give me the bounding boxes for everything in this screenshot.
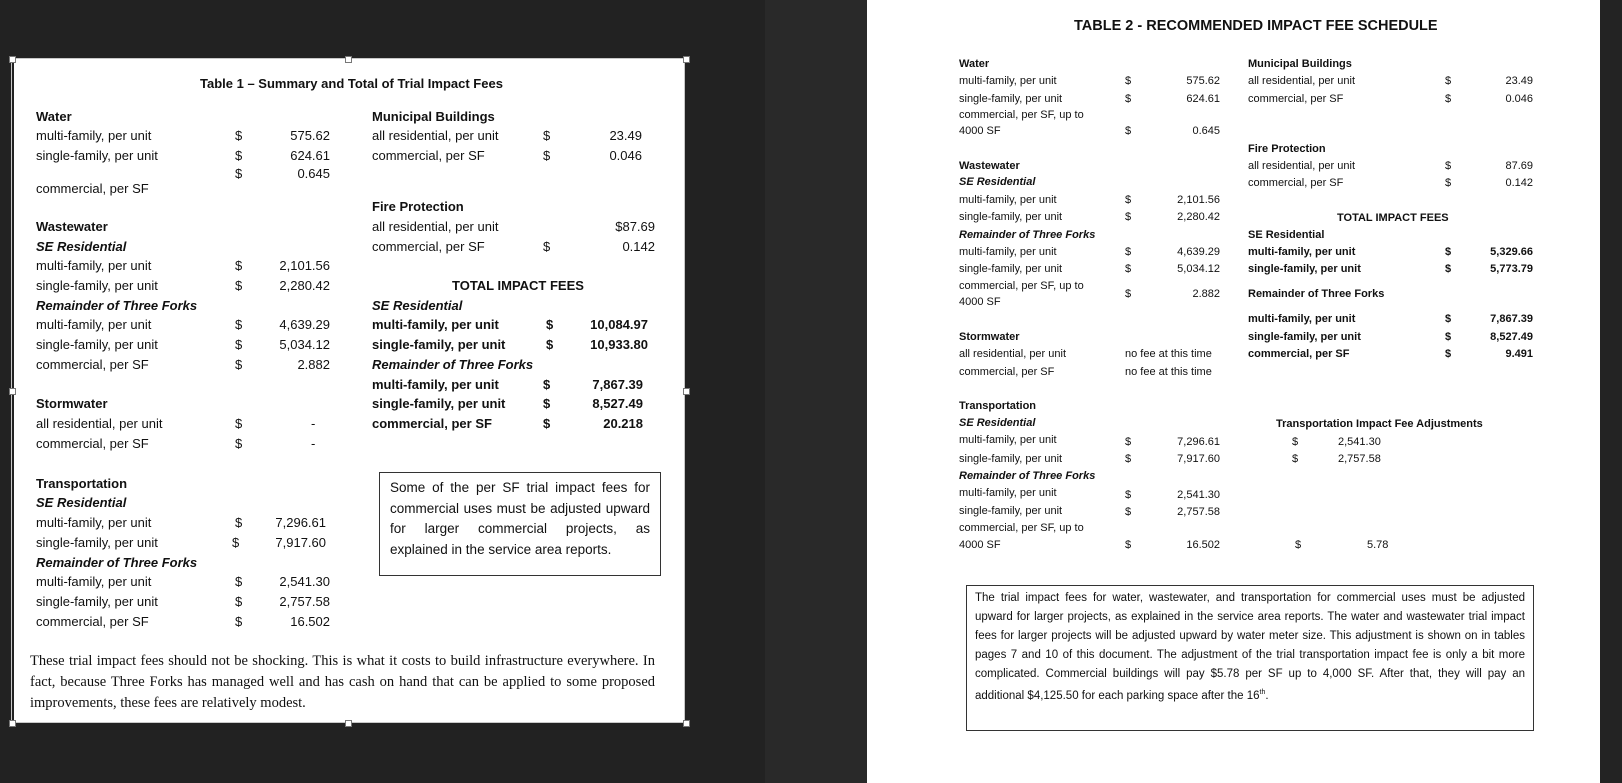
t1-total-row-label: multi-family, per unit <box>372 317 499 332</box>
t1-total-row-value: 10,933.80 <box>590 337 648 352</box>
t2-row-value: 87.69 <box>1505 160 1533 172</box>
t1-total-row-value: 7,867.39 <box>592 377 643 392</box>
resize-handle-left[interactable] <box>9 388 16 395</box>
t2-row-currency: $ <box>1445 75 1452 87</box>
t1-row-currency: $ <box>235 317 243 332</box>
t1-row-currency: $ <box>235 594 243 609</box>
t1-row-value: 23.49 <box>609 128 642 143</box>
t1-row-currency: $ <box>235 258 243 273</box>
t2-row-value: 4,639.29 <box>1177 246 1220 258</box>
t2-total-remainder: Remainder of Three Forks <box>1248 288 1385 300</box>
t2-row-currency: $ <box>1125 125 1132 137</box>
t2-row-label: commercial, per SF, up to <box>959 109 1084 121</box>
t2-row-value: 575.62 <box>1186 75 1220 87</box>
t1-row-currency: $ <box>235 515 243 530</box>
t2-row-label-cont: 4000 SF <box>959 539 1001 551</box>
t1-row-currency: $ <box>235 436 243 451</box>
t2-row-value: 624.61 <box>1186 93 1220 105</box>
t1-row-value: 7,917.60 <box>275 535 326 550</box>
t2-total-row-currency: $ <box>1445 348 1452 360</box>
t1-row-currency: $ <box>232 535 240 550</box>
t1-total-row-currency: $ <box>543 396 551 411</box>
resize-handle-top-left[interactable] <box>9 56 16 63</box>
t1-row-currency: $ <box>235 614 243 629</box>
t2-row-currency: $ <box>1125 506 1132 518</box>
t1-row-label: single-family, per unit <box>36 148 158 163</box>
t2-municipal-heading: Municipal Buildings <box>1248 58 1352 70</box>
t2-total-row-value: 7,867.39 <box>1490 313 1533 325</box>
t2-total-row-currency: $ <box>1445 313 1452 325</box>
table2-title: TABLE 2 - RECOMMENDED IMPACT FEE SCHEDULE <box>1074 18 1438 34</box>
t2-total-row-label: single-family, per unit <box>1248 331 1361 343</box>
t1-row-currency: $ <box>543 128 551 143</box>
t2-row-label: all residential, per unit <box>959 348 1067 360</box>
t2-total-heading: TOTAL IMPACT FEES <box>1337 212 1449 224</box>
t1-row-label: all residential, per unit <box>36 416 163 431</box>
t1-row-value: 0.645 <box>297 166 330 181</box>
t2-total-row-currency: $ <box>1445 246 1452 258</box>
t1-total-row-label: multi-family, per unit <box>372 377 499 392</box>
t2-adjust-value: 2,541.30 <box>1338 436 1381 448</box>
t2-row-label: commercial, per SF, up to <box>959 280 1084 292</box>
t2-row-label: commercial, per SF <box>959 366 1055 378</box>
t1-row-value: 0.046 <box>609 148 642 163</box>
t2-transportation-se: SE Residential <box>959 417 1036 429</box>
t1-row-label: multi-family, per unit <box>36 317 152 332</box>
t2-row-label: multi-family, per unit <box>959 487 1057 499</box>
t2-water-heading: Water <box>959 58 990 70</box>
t2-row-value: 2,101.56 <box>1177 194 1220 206</box>
t2-row-currency: $ <box>1125 489 1132 501</box>
t2-total-row-currency: $ <box>1445 263 1452 275</box>
table1-title: Table 1 – Summary and Total of Trial Impact Fees <box>200 76 503 91</box>
t1-row-label: all residential, per unit <box>372 219 499 234</box>
t1-municipal-heading: Municipal Buildings <box>372 109 495 124</box>
t2-total-row-label: multi-family, per unit <box>1248 246 1356 258</box>
t1-row-value: 16.502 <box>290 614 330 629</box>
t1-row-value: 2,541.30 <box>279 574 330 589</box>
t2-total-row-currency: $ <box>1445 331 1452 343</box>
t2-row-value: 0.046 <box>1505 93 1533 105</box>
t2-row-currency: $ <box>1445 93 1452 105</box>
t1-total-heading: TOTAL IMPACT FEES <box>452 278 584 293</box>
t2-row-label: all residential, per unit <box>1248 160 1356 172</box>
t1-row-label: commercial, per SF <box>36 436 149 451</box>
t2-adjust-currency: $ <box>1292 436 1299 448</box>
t1-row-currency: $ <box>235 574 243 589</box>
t2-row-label: multi-family, per unit <box>959 194 1057 206</box>
t2-row-value: 2,541.30 <box>1177 489 1220 501</box>
t1-row-value: 4,639.29 <box>279 317 330 332</box>
t2-total-row-value: 9.491 <box>1505 348 1533 360</box>
t2-row-currency: $ <box>1125 539 1132 551</box>
t2-wastewater-se: SE Residential <box>959 176 1036 188</box>
t2-row-currency: $ <box>1295 539 1302 551</box>
t1-row-currency: $ <box>543 239 551 254</box>
t2-row-label: commercial, per SF <box>1248 93 1344 105</box>
t1-row-value: 0.142 <box>622 239 655 254</box>
t2-note-text: The trial impact fees for water, wastewater, and transportation for commercial uses must be adjusted upward for larger projects, as explained in the service area reports. The water and wastewater trial impact fees for larger projects will be adjusted upward by water meter size. This adjustment is shown on in tables pages 7 and 10 of this document. The adjustment of the trial transportation impact fee is only a bit more complicated. Commercial buildings will pay $5.78 per SF up to 4,000 SF. After that, they will pay an additional $4,125.50 for each parking space after the 16 <box>975 592 1525 702</box>
resize-handle-right[interactable] <box>683 388 690 395</box>
t1-row-label: multi-family, per unit <box>36 258 152 273</box>
t2-row-label-cont: 4000 SF <box>959 296 1001 308</box>
t1-total-row-currency: $ <box>546 317 554 332</box>
t2-note-sup: th <box>1259 688 1266 696</box>
t2-total-row-label: commercial, per SF <box>1248 348 1350 360</box>
resize-handle-bottom-right[interactable] <box>683 720 690 727</box>
t2-total-row-label: single-family, per unit <box>1248 263 1361 275</box>
t2-row-label: single-family, per unit <box>959 453 1063 465</box>
workspace-gutter <box>765 0 867 783</box>
t2-row-value: 2.882 <box>1192 288 1220 300</box>
t1-row-currency: $ <box>235 416 243 431</box>
t1-row-currency: $ <box>235 166 243 181</box>
t1-transportation-remainder: Remainder of Three Forks <box>36 555 198 570</box>
t1-row-currency: $ <box>235 337 243 352</box>
t1-row-label: single-family, per unit <box>36 535 158 550</box>
t2-row-label: multi-family, per unit <box>959 246 1057 258</box>
t1-row-currency: $ <box>235 357 243 372</box>
t2-wastewater-remainder: Remainder of Three Forks <box>959 229 1096 241</box>
t2-row-label: multi-family, per unit <box>959 434 1057 446</box>
resize-handle-bottom-left[interactable] <box>9 720 16 727</box>
t2-row-currency: $ <box>1125 75 1132 87</box>
resize-handle-top[interactable] <box>345 56 352 63</box>
t2-row-value: 0.142 <box>1505 177 1533 189</box>
t1-row-label: multi-family, per unit <box>36 515 152 530</box>
t1-wastewater-remainder: Remainder of Three Forks <box>36 298 198 313</box>
t1-row-label: single-family, per unit <box>36 337 158 352</box>
t2-row-value: 5,034.12 <box>1177 263 1220 275</box>
t1-row-currency: $ <box>543 148 551 163</box>
t2-row-label: single-family, per unit <box>959 211 1063 223</box>
t2-note-end: . <box>1265 689 1269 702</box>
t1-row-currency: $ <box>235 148 243 163</box>
t2-total-row-value: 8,527.49 <box>1490 331 1533 343</box>
t1-total-row-label: single-family, per unit <box>372 337 506 352</box>
t2-adjust-heading: Transportation Impact Fee Adjustments <box>1276 418 1483 430</box>
t1-row-value: 7,296.61 <box>275 515 326 530</box>
t1-row-label: single-family, per unit <box>36 278 158 293</box>
t2-adjust-currency: $ <box>1292 453 1299 465</box>
resize-handle-bottom[interactable] <box>345 720 352 727</box>
t1-total-row-currency: $ <box>543 377 551 392</box>
t1-row-value: 2.882 <box>297 357 330 372</box>
t2-row-currency: $ <box>1445 160 1452 172</box>
t1-row-currency: $ <box>235 278 243 293</box>
t1-total-row-label: single-family, per unit <box>372 396 506 411</box>
t2-row-value: no fee at this time <box>1125 366 1212 378</box>
t1-fire-heading: Fire Protection <box>372 199 464 214</box>
t1-row-value: 575.62 <box>290 128 330 143</box>
t1-total-remainder: Remainder of Three Forks <box>372 357 534 372</box>
t1-row-value: 5,034.12 <box>279 337 330 352</box>
t2-row-currency: $ <box>1125 93 1132 105</box>
t1-note-box: Some of the per SF trial impact fees for commercial uses must be adjusted upward for larger commercial projects, as explained in the service area reports. <box>379 472 661 576</box>
t2-row-label: commercial, per SF <box>1248 177 1344 189</box>
t1-total-row-currency: $ <box>546 337 554 352</box>
t2-row-value: 23.49 <box>1505 75 1533 87</box>
t1-row-label: single-family, per unit <box>36 594 158 609</box>
t1-total-se: SE Residential <box>372 298 463 313</box>
t2-stormwater-heading: Stormwater <box>959 331 1020 343</box>
t1-wastewater-heading: Wastewater <box>36 219 108 234</box>
t1-row-label: commercial, per SF <box>372 148 485 163</box>
t1-row-label: commercial, per SF <box>36 357 149 372</box>
resize-handle-top-right[interactable] <box>683 56 690 63</box>
t2-row-value: 0.645 <box>1192 125 1220 137</box>
t2-note-box <box>966 585 1534 731</box>
t2-total-se: SE Residential <box>1248 229 1325 241</box>
t1-row-value: 2,280.42 <box>279 278 330 293</box>
t1-row-value: 2,101.56 <box>279 258 330 273</box>
t2-row-currency: $ <box>1125 453 1132 465</box>
t1-row-label: commercial, per SF <box>36 181 149 196</box>
t2-row-currency: $ <box>1125 436 1132 448</box>
t1-total-row-label: commercial, per SF <box>372 416 492 431</box>
t2-total-row-value: 5,773.79 <box>1490 263 1533 275</box>
t1-row-label: multi-family, per unit <box>36 574 152 589</box>
t2-row-label: single-family, per unit <box>959 505 1063 517</box>
workspace-right-edge <box>1600 0 1622 783</box>
t2-row-value: no fee at this time <box>1125 348 1212 360</box>
t2-row-value: 5.78 <box>1367 539 1389 551</box>
t2-total-row-value: 5,329.66 <box>1490 246 1533 258</box>
t2-row-currency: $ <box>1125 288 1132 300</box>
t1-total-row-value: 10,084.97 <box>590 317 648 332</box>
t2-row-value: 7,296.61 <box>1177 436 1220 448</box>
t2-adjust-value: 2,757.58 <box>1338 453 1381 465</box>
t2-transportation-remainder: Remainder of Three Forks <box>959 470 1096 482</box>
t2-row-value: 2,757.58 <box>1177 506 1220 518</box>
t1-total-row-value: 8,527.49 <box>592 396 643 411</box>
t2-row-currency: $ <box>1125 263 1132 275</box>
t1-row-label: commercial, per SF <box>36 614 149 629</box>
t2-row-currency: $ <box>1125 194 1132 206</box>
t1-row-value: - <box>311 416 316 431</box>
t2-row-value: 2,280.42 <box>1177 211 1220 223</box>
t2-row-currency: $ <box>1125 246 1132 258</box>
t2-row-label: single-family, per unit <box>959 263 1063 275</box>
t1-transportation-se: SE Residential <box>36 495 127 510</box>
t2-transportation-heading: Transportation <box>959 400 1037 412</box>
t2-row-label: commercial, per SF, up to <box>959 522 1084 534</box>
t2-row-currency: $ <box>1445 177 1452 189</box>
t2-wastewater-heading: Wastewater <box>959 160 1020 172</box>
t2-row-label: single-family, per unit <box>959 93 1063 105</box>
t2-row-label: multi-family, per unit <box>959 75 1057 87</box>
t2-row-value: 7,917.60 <box>1177 453 1220 465</box>
t1-row-value: 624.61 <box>290 148 330 163</box>
t1-total-row-currency: $ <box>543 416 551 431</box>
t2-fire-heading: Fire Protection <box>1248 143 1326 155</box>
t1-row-currency: $ <box>235 128 243 143</box>
t1-row-label: multi-family, per unit <box>36 128 152 143</box>
t2-total-row-label: multi-family, per unit <box>1248 313 1356 325</box>
t1-water-heading: Water <box>36 109 72 124</box>
t1-stormwater-heading: Stormwater <box>36 396 108 411</box>
t2-row-currency: $ <box>1125 211 1132 223</box>
t2-row-label: all residential, per unit <box>1248 75 1356 87</box>
t1-total-row-value: 20.218 <box>603 416 643 431</box>
t1-row-value: $87.69 <box>615 219 655 234</box>
t1-row-value: - <box>311 436 316 451</box>
t2-row-label-cont: 4000 SF <box>959 125 1001 137</box>
t1-row-label: all residential, per unit <box>372 128 499 143</box>
t1-paragraph: These trial impact fees should not be shocking. This is what it costs to build infrastructure everywhere. In fact, because Three Forks has managed well and has cash on hand that can be applied to some proposed improvements, these fees are relatively modest. <box>30 653 655 711</box>
t1-transportation-heading: Transportation <box>36 476 128 491</box>
t1-row-value: 2,757.58 <box>279 594 330 609</box>
t1-wastewater-se: SE Residential <box>36 239 127 254</box>
t2-row-value: 16.502 <box>1186 539 1220 551</box>
t1-row-label: commercial, per SF <box>372 239 485 254</box>
